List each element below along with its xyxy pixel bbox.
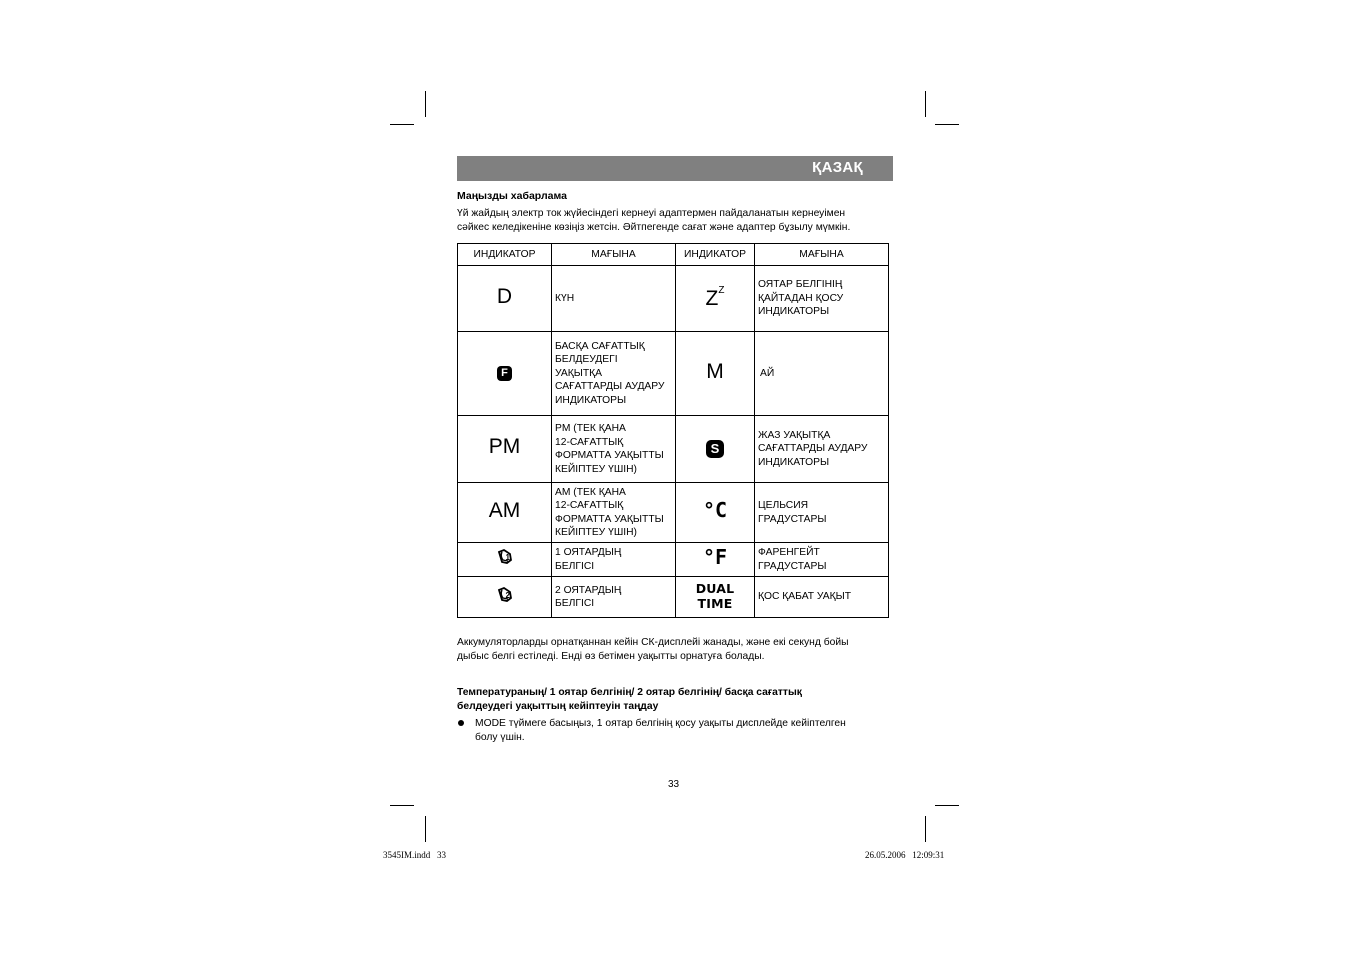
meaning-line: ФОРМАТТА УАҚЫТТЫ xyxy=(555,513,664,525)
meaning-line: ФОРМАТТА УАҚЫТТЫ xyxy=(555,450,664,461)
svg-text:2: 2 xyxy=(505,590,510,600)
am-indicator-symbol: AM xyxy=(488,498,521,522)
crop-mark xyxy=(425,91,426,117)
meaning-line: 2 ОЯТАРДЫҢ xyxy=(555,584,622,596)
meaning-line: КЕЙІПТЕУ ҮШІН) xyxy=(555,527,637,538)
meaning-cell xyxy=(552,416,676,483)
celsius-icon: °C xyxy=(702,497,728,522)
meaning-line: БЕЛГІСІ xyxy=(555,598,595,609)
meaning-cell xyxy=(552,332,676,416)
meaning-line: ГРАДУСТАРЫ xyxy=(758,560,827,572)
meaning-line: УАҚЫТҚА xyxy=(555,367,602,379)
indicator-cell xyxy=(676,483,755,543)
meaning-line: ИНДИКАТОРЫ xyxy=(758,306,830,318)
column-header: МАҒЫНА xyxy=(755,244,889,266)
column-header: МАҒЫНА xyxy=(552,244,676,266)
table-row xyxy=(458,266,889,332)
footer-timestamp: 26.05.2006 12:09:31 xyxy=(865,850,945,860)
meaning-cell xyxy=(552,483,676,543)
meaning-line: КҮН xyxy=(555,292,575,304)
selection-heading xyxy=(457,686,897,714)
meaning-line: САҒАТТАРДЫ АУДАРУ xyxy=(555,381,665,393)
after-table-paragraph xyxy=(457,636,897,664)
bullet-line: MODE түймеге басыңыз, 1 оятар белгінің қосу уақыты дисплейде кейіптелген xyxy=(475,718,846,729)
meaning-line: 12-САҒАТТЫҚ xyxy=(555,500,624,511)
crop-mark xyxy=(925,816,926,842)
meaning-line: ҚАЙТАДАН ҚОСУ xyxy=(758,292,844,304)
meaning-line: ҚОС ҚАБАТ УАҚЫТ xyxy=(758,591,852,603)
heading-line: Температураның/ 1 оятар белгінің/ 2 оятар белгінің/ басқа сағаттық xyxy=(457,687,802,698)
pm-indicator-symbol: PM xyxy=(488,435,521,459)
table-row xyxy=(458,543,889,577)
svg-text:1: 1 xyxy=(505,553,510,563)
meaning-line: БЕЛГІСІ xyxy=(555,560,595,572)
meaning-cell xyxy=(755,332,889,416)
indicator-cell xyxy=(458,332,552,416)
table-header-row xyxy=(458,244,889,266)
meaning-line: КЕЙІПТЕУ ҮШІН) xyxy=(555,463,637,475)
indicator-cell xyxy=(458,266,552,332)
column-header: ИНДИКАТОР xyxy=(458,244,552,266)
indicator-cell xyxy=(676,543,755,577)
table-row xyxy=(458,483,889,543)
dual-time-label: DUAL TIME xyxy=(695,580,735,611)
meaning-line: 12-САҒАТТЫҚ xyxy=(555,436,624,448)
language-title: ҚАЗАҚ xyxy=(812,159,863,176)
bullet-icon xyxy=(458,720,464,726)
table-row xyxy=(458,577,889,618)
indicator-cell xyxy=(676,416,755,483)
meaning-cell xyxy=(755,416,889,483)
meaning-line: ИНДИКАТОРЫ xyxy=(758,456,830,468)
meaning-line: БАСҚА САҒАТТЫҚ xyxy=(555,340,645,352)
crop-mark xyxy=(425,816,426,842)
table-row xyxy=(458,416,889,483)
table-row xyxy=(458,332,889,416)
indicator-cell xyxy=(458,416,552,483)
footer-file-info: 3545IM.indd 33 xyxy=(383,850,446,860)
snooze-icon: $Z^Z$ xyxy=(705,284,725,310)
indicator-cell xyxy=(458,483,552,543)
paragraph-line: Аккумуляторларды орнатқаннан кейін СК-дисплейі жанады, және екі секунд бойы xyxy=(457,637,849,648)
notice-text xyxy=(457,207,897,235)
other-timezone-icon: F xyxy=(497,366,512,381)
meaning-cell xyxy=(755,577,889,618)
meaning-cell xyxy=(552,266,676,332)
crop-mark xyxy=(935,805,959,806)
notice-heading: Маңызды хабарлама xyxy=(457,190,567,202)
meaning-cell xyxy=(755,543,889,577)
meaning-cell xyxy=(755,266,889,332)
indicator-cell xyxy=(676,266,755,332)
indicator-cell xyxy=(458,577,552,618)
meaning-line: ЖАЗ УАҚЫТҚА xyxy=(758,429,831,441)
alarm-1-bell-icon xyxy=(496,548,514,566)
indicator-table xyxy=(457,243,889,618)
page-number: 33 xyxy=(668,779,680,790)
crop-mark xyxy=(390,124,414,125)
crop-mark xyxy=(390,805,414,806)
crop-mark xyxy=(925,91,926,117)
meaning-line: ГРАДУСТАРЫ xyxy=(758,513,827,525)
meaning-cell xyxy=(755,483,889,543)
meaning-line: АЙ xyxy=(760,367,775,379)
fahrenheit-icon: °F xyxy=(702,544,728,569)
language-header-bar xyxy=(457,156,893,181)
notice-line: Үй жайдың электр ток жүйесіндегі кернеуі адаптермен пайдаланатын кернеуімен xyxy=(457,208,846,219)
meaning-cell xyxy=(552,577,676,618)
crop-mark xyxy=(935,124,959,125)
meaning-line: 1 ОЯТАРДЫҢ xyxy=(555,547,622,558)
alarm-2-bell-icon xyxy=(496,586,514,604)
paragraph-line: дыбыс белгі естіледі. Енді өз бетімен уақытты орнатуға болады. xyxy=(457,651,765,662)
month-indicator-symbol: M xyxy=(706,359,724,383)
meaning-line: PM (ТЕК ҚАНА xyxy=(555,423,626,434)
meaning-line: САҒАТТАРДЫ АУДАРУ xyxy=(758,443,868,455)
summer-time-icon: S xyxy=(706,440,724,458)
meaning-cell xyxy=(552,543,676,577)
bullet-text xyxy=(475,717,895,745)
meaning-line: AM (ТЕК ҚАНА xyxy=(555,486,626,498)
indicator-cell xyxy=(676,332,755,416)
heading-line: белдеудегі уақыттың кейіптеуін таңдау xyxy=(457,701,659,712)
meaning-line: ФАРЕНГЕЙТ xyxy=(758,547,820,558)
bullet-line: болу үшін. xyxy=(475,732,525,743)
indicator-cell xyxy=(458,543,552,577)
meaning-line: ЦЕЛЬСИЯ xyxy=(758,500,809,511)
column-header: ИНДИКАТОР xyxy=(676,244,755,266)
indicator-cell xyxy=(676,577,755,618)
notice-line: сәйкес келедікеніне көзіңіз жетсін. Әйтпегенде сағат және адаптер бұзылу мүмкін. xyxy=(457,222,851,233)
meaning-line: ОЯТАР БЕЛГІНІҢ xyxy=(758,279,843,291)
meaning-line: БЕЛДЕУДЕГІ xyxy=(555,354,618,366)
meaning-line: ИНДИКАТОРЫ xyxy=(555,394,627,406)
day-indicator-symbol: D xyxy=(496,284,513,308)
